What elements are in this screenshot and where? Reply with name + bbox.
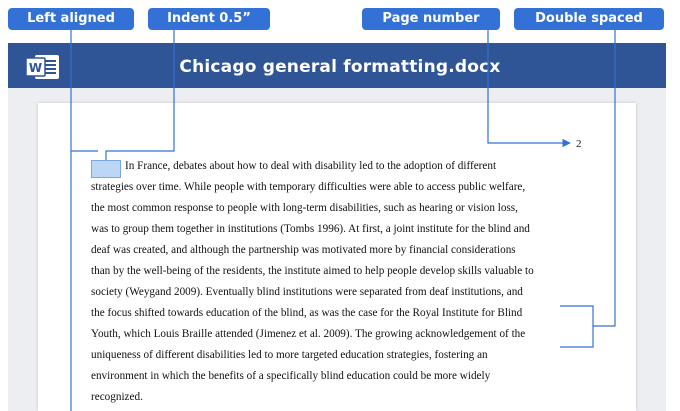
page-number: 2 xyxy=(576,138,582,150)
paragraph-line: Youth, which Louis Braille attended (Jimenez et al. 2009). The growing acknowledgement of the xyxy=(91,328,526,340)
paragraph-line: deaf was created, and although the partnership was motivated more by financial considerations xyxy=(91,244,516,256)
paragraph-line: recognized. xyxy=(91,391,143,403)
callout-left-aligned: Left aligned xyxy=(8,8,134,30)
paragraph-line: strategies over time. While people with temporary difficulties were able to access public welfare, xyxy=(91,181,526,193)
callout-indent: Indent 0.5” xyxy=(148,8,270,30)
document-title: Chicago general formatting.docx xyxy=(179,57,501,77)
paragraph-line: was to group them together in institutions (Tombs 1996). At first, a joint institute for the blind and xyxy=(91,223,530,235)
callout-double-spaced: Double spaced xyxy=(514,8,664,30)
paragraph-line: uniqueness of different disabilities led to more targeted education strategies, fostering an xyxy=(91,349,488,361)
word-icon xyxy=(25,54,61,80)
paragraph-line: the focus shifted towards education of the blind, as was the case for the Royal Institute for Blind xyxy=(91,307,523,319)
paragraph-line: environment in which the benefits of a specifically blind education could be more widely xyxy=(91,370,491,382)
paragraph-line: the most common response to people with long-term disabilities, such as hearing or vision loss, xyxy=(91,202,518,214)
indent-highlight xyxy=(91,160,121,178)
paragraph-line: society (Weygand 2009). Eventually blind institutions were separated from deaf institutions, and xyxy=(91,286,523,298)
paragraph-line: In France, debates about how to deal with disability led to the adoption of different xyxy=(125,160,497,172)
word-icon-letter: W xyxy=(28,61,43,75)
callout-page-number: Page number xyxy=(362,8,500,30)
paragraph-line: than by the well-being of the residents, the institute aimed to help people develop skills valuable to xyxy=(91,265,534,277)
